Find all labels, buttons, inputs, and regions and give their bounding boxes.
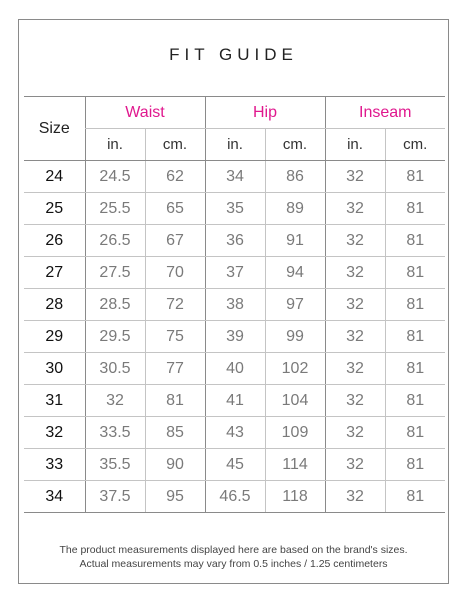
hip-cm-cell: 86 (265, 161, 325, 193)
table-row (24, 257, 445, 289)
hip-in-cell: 45 (205, 449, 265, 481)
table-row (24, 321, 445, 353)
disclaimer-footnote (19, 543, 448, 571)
inseam-cm-cell: 81 (385, 417, 445, 449)
unit-header: cm. (385, 129, 445, 161)
table-row (24, 417, 445, 449)
inseam-in-cell: 32 (325, 385, 385, 417)
page-title: FIT GUIDE (169, 45, 298, 64)
unit-header: cm. (145, 129, 205, 161)
table-row (24, 161, 445, 193)
inseam-in-cell: 32 (325, 417, 385, 449)
waist-cm-cell: 85 (145, 417, 205, 449)
inseam-cm-cell: 81 (385, 353, 445, 385)
size-cell: 29 (24, 321, 85, 353)
unit-header: in. (85, 129, 145, 161)
size-cell: 28 (24, 289, 85, 321)
waist-in-cell: 32 (85, 385, 145, 417)
table-row (24, 449, 445, 481)
group-header-row (24, 97, 445, 129)
waist-cm-cell: 75 (145, 321, 205, 353)
waist-in-cell: 24.5 (85, 161, 145, 193)
waist-cm-cell: 81 (145, 385, 205, 417)
waist-in-cell: 27.5 (85, 257, 145, 289)
inseam-cm-cell: 81 (385, 257, 445, 289)
waist-cm-cell: 67 (145, 225, 205, 257)
inseam-in-cell: 32 (325, 257, 385, 289)
table-row (24, 353, 445, 385)
size-cell: 27 (24, 257, 85, 289)
table-row (24, 225, 445, 257)
inseam-in-cell: 32 (325, 161, 385, 193)
table-row (24, 385, 445, 417)
hip-in-cell: 34 (205, 161, 265, 193)
inseam-cm-cell: 81 (385, 225, 445, 257)
hip-group-header: Hip (205, 97, 325, 129)
size-cell: 31 (24, 385, 85, 417)
waist-cm-cell: 77 (145, 353, 205, 385)
waist-in-cell: 26.5 (85, 225, 145, 257)
hip-cm-cell: 89 (265, 193, 325, 225)
inseam-in-cell: 32 (325, 449, 385, 481)
inseam-cm-cell: 81 (385, 289, 445, 321)
size-cell: 26 (24, 225, 85, 257)
hip-cm-cell: 102 (265, 353, 325, 385)
waist-in-cell: 30.5 (85, 353, 145, 385)
unit-header: in. (325, 129, 385, 161)
inseam-group-header: Inseam (325, 97, 445, 129)
size-cell: 25 (24, 193, 85, 225)
size-chart-table (24, 96, 445, 513)
hip-cm-cell: 109 (265, 417, 325, 449)
hip-in-cell: 43 (205, 417, 265, 449)
hip-in-cell: 41 (205, 385, 265, 417)
inseam-cm-cell: 81 (385, 481, 445, 513)
size-column-header: Size (24, 97, 85, 161)
hip-in-cell: 36 (205, 225, 265, 257)
inseam-cm-cell: 81 (385, 449, 445, 481)
inseam-cm-cell: 81 (385, 385, 445, 417)
hip-cm-cell: 94 (265, 257, 325, 289)
footnote-line: The product measurements displayed here are based on the brand's sizes. (59, 544, 408, 556)
hip-cm-cell: 99 (265, 321, 325, 353)
inseam-in-cell: 32 (325, 225, 385, 257)
waist-in-cell: 25.5 (85, 193, 145, 225)
waist-in-cell: 28.5 (85, 289, 145, 321)
inseam-cm-cell: 81 (385, 193, 445, 225)
hip-in-cell: 37 (205, 257, 265, 289)
footnote-line: Actual measurements may vary from 0.5 inches / 1.25 centimeters (79, 558, 388, 570)
fit-guide-card (18, 19, 449, 584)
size-chart-body (24, 161, 445, 513)
size-cell: 32 (24, 417, 85, 449)
inseam-in-cell: 32 (325, 289, 385, 321)
waist-in-cell: 35.5 (85, 449, 145, 481)
hip-in-cell: 40 (205, 353, 265, 385)
waist-cm-cell: 72 (145, 289, 205, 321)
waist-cm-cell: 70 (145, 257, 205, 289)
hip-in-cell: 38 (205, 289, 265, 321)
inseam-cm-cell: 81 (385, 161, 445, 193)
inseam-in-cell: 32 (325, 481, 385, 513)
inseam-cm-cell: 81 (385, 321, 445, 353)
waist-cm-cell: 95 (145, 481, 205, 513)
waist-in-cell: 33.5 (85, 417, 145, 449)
size-cell: 34 (24, 481, 85, 513)
unit-header-row (24, 129, 445, 161)
table-row (24, 481, 445, 513)
unit-header: in. (205, 129, 265, 161)
size-cell: 24 (24, 161, 85, 193)
hip-cm-cell: 104 (265, 385, 325, 417)
waist-in-cell: 37.5 (85, 481, 145, 513)
hip-cm-cell: 97 (265, 289, 325, 321)
table-row (24, 193, 445, 225)
waist-in-cell: 29.5 (85, 321, 145, 353)
hip-in-cell: 39 (205, 321, 265, 353)
waist-group-header: Waist (85, 97, 205, 129)
size-cell: 30 (24, 353, 85, 385)
size-cell: 33 (24, 449, 85, 481)
waist-cm-cell: 65 (145, 193, 205, 225)
table-row (24, 289, 445, 321)
hip-cm-cell: 114 (265, 449, 325, 481)
waist-cm-cell: 62 (145, 161, 205, 193)
inseam-in-cell: 32 (325, 353, 385, 385)
inseam-in-cell: 32 (325, 193, 385, 225)
inseam-in-cell: 32 (325, 321, 385, 353)
unit-header: cm. (265, 129, 325, 161)
waist-cm-cell: 90 (145, 449, 205, 481)
hip-cm-cell: 91 (265, 225, 325, 257)
hip-in-cell: 46.5 (205, 481, 265, 513)
hip-in-cell: 35 (205, 193, 265, 225)
hip-cm-cell: 118 (265, 481, 325, 513)
